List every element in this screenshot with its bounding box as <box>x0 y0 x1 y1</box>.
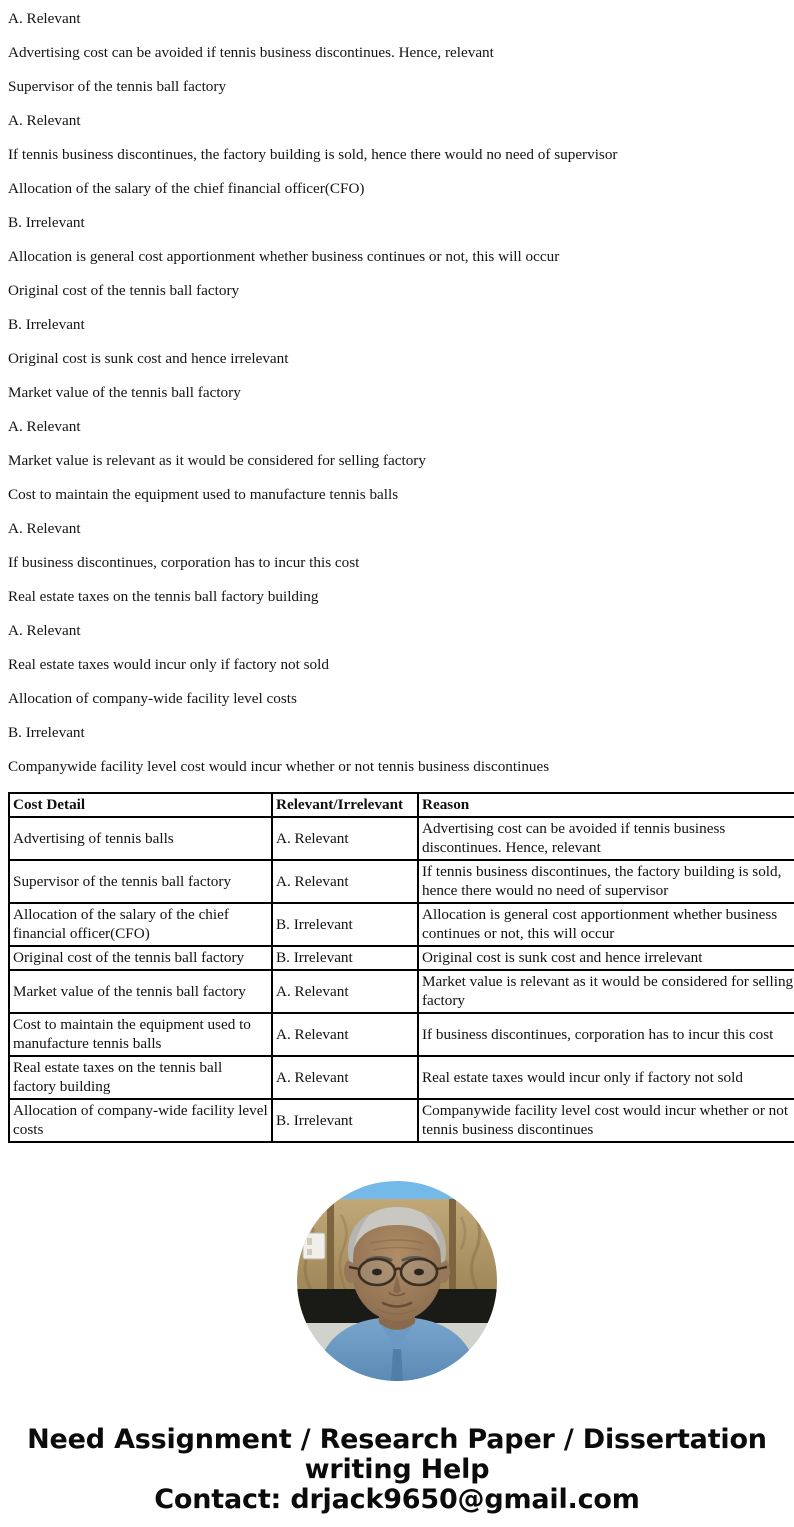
table-row <box>9 946 794 970</box>
avatar <box>297 1181 497 1381</box>
footer-line-3: Contact: drjack9650@gmail.com <box>154 1484 640 1515</box>
table-row <box>9 970 794 1013</box>
cell-cost-detail: Real estate taxes on the tennis ball factory building <box>9 1056 272 1099</box>
answer-paragraph: Market value of the tennis ball factory <box>8 384 241 401</box>
profile-photo-area <box>0 1181 794 1381</box>
column-header-relevance: Relevant/Irrelevant <box>272 793 418 817</box>
footer-advertisement <box>0 1425 794 1527</box>
cost-relevance-table-wrapper <box>0 792 794 1143</box>
cell-cost-detail: Supervisor of the tennis ball factory <box>9 860 272 903</box>
cell-cost-detail: Allocation of company-wide facility level costs <box>9 1099 272 1142</box>
cell-reason: Market value is relevant as it would be considered for selling factory <box>418 970 794 1013</box>
footer-line-2: writing Help <box>304 1454 490 1485</box>
column-header-reason: Reason <box>418 793 794 817</box>
table-row <box>9 903 794 946</box>
cell-reason: Real estate taxes would incur only if factory not sold <box>418 1056 794 1099</box>
cell-relevance: A. Relevant <box>272 970 418 1013</box>
answer-paragraph: A. Relevant <box>8 112 81 129</box>
answer-paragraph: Real estate taxes would incur only if factory not sold <box>8 656 329 673</box>
answer-paragraph: Market value is relevant as it would be considered for selling factory <box>8 452 426 469</box>
answer-paragraph: If business discontinues, corporation has to incur this cost <box>8 554 360 571</box>
answer-paragraph: B. Irrelevant <box>8 724 85 741</box>
answer-paragraph: Allocation of the salary of the chief financial officer(CFO) <box>8 180 365 197</box>
answer-paragraph: A. Relevant <box>8 622 81 639</box>
table-row <box>9 817 794 860</box>
cell-cost-detail: Market value of the tennis ball factory <box>9 970 272 1013</box>
cell-cost-detail: Original cost of the tennis ball factory <box>9 946 272 970</box>
answer-paragraph: Cost to maintain the equipment used to manufacture tennis balls <box>8 486 399 503</box>
answer-paragraph: A. Relevant <box>8 10 81 27</box>
answer-paragraph: Real estate taxes on the tennis ball factory building <box>8 588 319 605</box>
cell-reason: If business discontinues, corporation has to incur this cost <box>418 1013 794 1056</box>
cell-reason: Companywide facility level cost would incur whether or not tennis business discontinues <box>418 1099 794 1142</box>
cell-reason: Advertising cost can be avoided if tennis business discontinues. Hence, relevant <box>418 817 794 860</box>
answer-paragraph: Supervisor of the tennis ball factory <box>8 78 227 95</box>
answer-paragraph: B. Irrelevant <box>8 316 85 333</box>
cell-reason: Original cost is sunk cost and hence irrelevant <box>418 946 794 970</box>
cell-relevance: A. Relevant <box>272 1056 418 1099</box>
answer-paragraph: B. Irrelevant <box>8 214 85 231</box>
answer-paragraph: Companywide facility level cost would incur whether or not tennis business discontinues <box>8 758 550 775</box>
table-row <box>9 1056 794 1099</box>
cell-relevance: A. Relevant <box>272 817 418 860</box>
answer-paragraph: Original cost is sunk cost and hence irrelevant <box>8 350 289 367</box>
answer-paragraph: Allocation is general cost apportionment whether business continues or not, this will occur <box>8 248 560 265</box>
cell-relevance: A. Relevant <box>272 860 418 903</box>
answer-paragraph: A. Relevant <box>8 418 81 435</box>
cell-cost-detail: Advertising of tennis balls <box>9 817 272 860</box>
cell-cost-detail: Cost to maintain the equipment used to manufacture tennis balls <box>9 1013 272 1056</box>
cell-relevance: B. Irrelevant <box>272 946 418 970</box>
cell-relevance: B. Irrelevant <box>272 903 418 946</box>
profile-photo-illustration <box>297 1181 497 1381</box>
cell-relevance: B. Irrelevant <box>272 1099 418 1142</box>
cell-reason: If tennis business discontinues, the factory building is sold, hence there would no need of supervisor <box>418 860 794 903</box>
cost-relevance-table <box>8 792 794 1143</box>
column-header-cost-detail: Cost Detail <box>9 793 272 817</box>
answer-paragraph: Advertising cost can be avoided if tennis business discontinues. Hence, relevant <box>8 44 494 61</box>
cell-relevance: A. Relevant <box>272 1013 418 1056</box>
answer-paragraph: Original cost of the tennis ball factory <box>8 282 240 299</box>
answer-paragraph: If tennis business discontinues, the factory building is sold, hence there would no need of supervisor <box>8 146 618 163</box>
table-row <box>9 860 794 903</box>
cell-cost-detail: Allocation of the salary of the chief financial officer(CFO) <box>9 903 272 946</box>
footer-line-1: Need Assignment / Research Paper / Dissertation <box>27 1424 767 1455</box>
table-row <box>9 1013 794 1056</box>
cell-reason: Allocation is general cost apportionment whether business continues or not, this will occur <box>418 903 794 946</box>
table-header-row <box>9 793 794 817</box>
answer-paragraph: A. Relevant <box>8 520 81 537</box>
table-row <box>9 1099 794 1142</box>
answer-paragraph: Allocation of company-wide facility level costs <box>8 690 297 707</box>
